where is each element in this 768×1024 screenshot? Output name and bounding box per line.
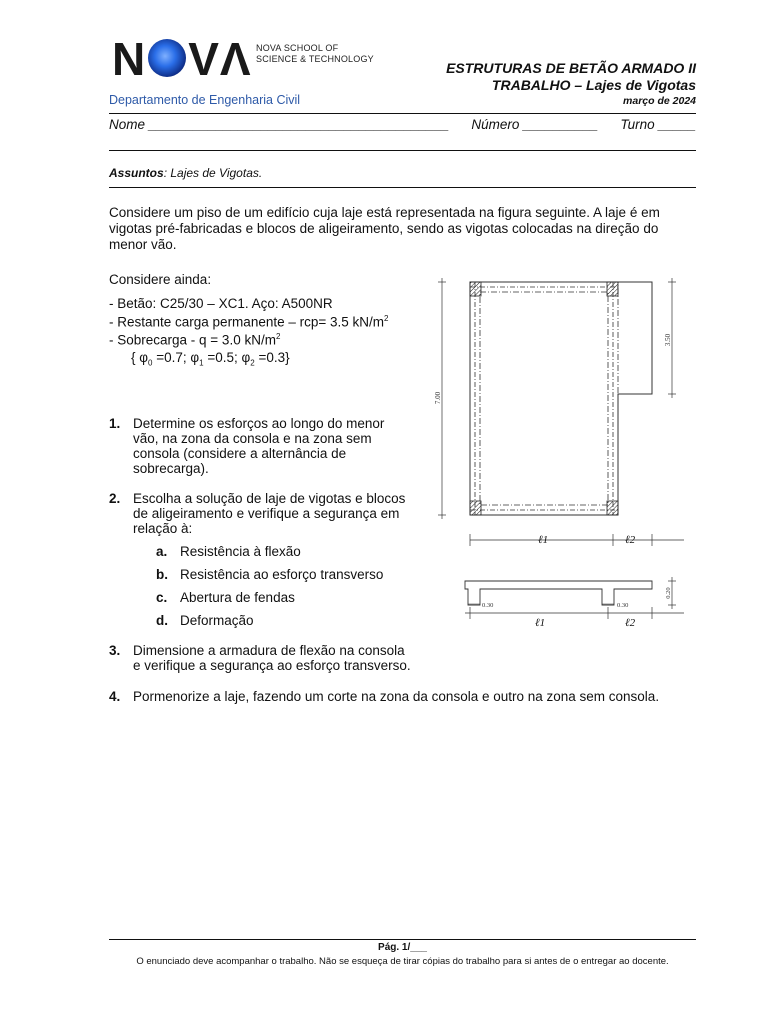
intro-line: Considere um piso de um edifício cuja laje está representada na figura seguinte. A laje é em (109, 205, 660, 220)
question-4 (109, 689, 709, 704)
question-3 (109, 643, 429, 673)
dim-cantilever-label: 3.50 (664, 333, 672, 347)
section-span-2-label: ℓ2 (625, 617, 636, 629)
school-line-1: NOVA SCHOOL OF (256, 43, 339, 53)
school-name (256, 43, 374, 65)
span-2-label: ℓ2 (625, 534, 636, 546)
footer-note: O enunciado deve acompanhar o trabalho. Não se esqueça de tirar cópias do trabalho para si antes de o entregar ao docente. (136, 956, 669, 967)
number-field[interactable]: Número __________ (471, 117, 599, 132)
section-depth-label: 0.20 (665, 587, 672, 599)
sub-item-letter: c. (156, 590, 168, 605)
sub-item-letter: b. (156, 567, 168, 582)
name-field[interactable]: Nome ________________________________________ (109, 117, 450, 132)
psi0-sub: 0 (148, 358, 153, 368)
question-line: Dimensione a armadura de flexão na consola (133, 643, 405, 658)
subject-line (109, 166, 262, 180)
columns (470, 282, 618, 515)
question-line: Pormenorize a laje, fazendo um corte na zona da consola e outro na zona sem consola. (133, 689, 660, 704)
span-1-label: ℓ1 (538, 534, 549, 546)
sub-item-a (156, 544, 301, 559)
psi-open: { φ (131, 350, 149, 365)
section-support-label-left: 0.30 (482, 602, 494, 609)
sub-item-label: Abertura de fendas (180, 590, 295, 605)
document-date: março de 2024 (623, 95, 696, 107)
shift-field[interactable]: Turno _____ (620, 117, 696, 132)
sub-item-label: Resistência ao esforço transverso (180, 567, 384, 582)
sub-item-letter: d. (156, 613, 168, 628)
department-name: Departamento de Engenharia Civil (109, 93, 301, 107)
question-line: Determine os esforços ao longo do menor (133, 416, 385, 431)
slab-figure (430, 268, 698, 633)
question-number: 3. (109, 643, 121, 658)
dead-load-exp: 2 (384, 314, 389, 323)
logo-letter-n: N (112, 33, 147, 85)
psi2-sub: 2 (250, 358, 255, 368)
psi0-value: =0.7; φ (152, 350, 200, 365)
psi1-value: =0.5; φ (203, 350, 251, 365)
course-title: ESTRUTURAS DE BETÃO ARMADO II (446, 60, 696, 76)
column-top-right (607, 282, 618, 296)
nova-logo (112, 33, 252, 85)
sub-item-d (156, 613, 254, 628)
footer-divider (109, 939, 696, 940)
sub-item-c (156, 590, 295, 605)
intro-paragraph (109, 205, 699, 253)
column-bottom-left (470, 501, 481, 515)
psi2-value: =0.3} (254, 350, 290, 365)
sub-item-label: Resistência à flexão (180, 544, 301, 559)
slab-outline (470, 282, 652, 515)
intro-line: menor vão. (109, 237, 177, 252)
beam-outline (470, 282, 618, 515)
subject-divider (109, 187, 696, 188)
question-line: sobrecarga). (133, 461, 209, 476)
column-bottom-right (607, 501, 618, 515)
subject-value: : Lajes de Vigotas. (163, 166, 263, 180)
live-load-exp: 2 (275, 332, 281, 341)
combination-factors (131, 350, 290, 368)
page-number: Pág. 1/___ (378, 942, 427, 953)
question-line: vão, na zona da consola e na zona sem (133, 431, 372, 446)
considere-heading: Considere ainda: (109, 272, 212, 287)
school-line-2: SCIENCE & TECHNOLOGY (256, 54, 374, 64)
section-span-1-label: ℓ1 (535, 617, 546, 629)
live-load-text: - Sobrecarga - q = 3.0 kN/m (109, 332, 276, 348)
question-line: consola (considere a alternância de (133, 446, 347, 461)
sub-item-b (156, 567, 383, 582)
concrete-spec: - Betão: C25/30 – XC1. Aço: A500NR (109, 296, 333, 311)
student-info-row (109, 117, 696, 132)
question-number: 4. (109, 689, 121, 704)
question-line: de aligeiramento e verifique a segurança em (133, 506, 400, 521)
section-support-label-right: 0.30 (617, 602, 629, 609)
logo-letters-va: VΛ (188, 33, 252, 85)
sub-item-letter: a. (156, 544, 168, 559)
subject-label: Assuntos (109, 166, 164, 180)
question-number: 1. (109, 416, 121, 431)
question-line: Escolha a solução de laje de vigotas e blocos (133, 491, 406, 506)
header-divider (109, 113, 696, 114)
sub-item-label: Deformação (180, 613, 254, 628)
slab-cross-section (465, 577, 684, 619)
student-row-divider (109, 150, 696, 151)
slab-plan (470, 282, 652, 515)
dim-length-label: 7.00 (434, 391, 442, 405)
question-line: relação à: (133, 521, 193, 536)
psi1-sub: 1 (199, 358, 204, 368)
dead-load-spec (109, 314, 388, 330)
beam-inner-line (480, 292, 608, 505)
intro-line: vigotas pré-fabricadas e blocos de aligeiramento, sendo as vigotas colocadas na direção do (109, 221, 659, 236)
column-top-left (470, 282, 481, 296)
question-2 (109, 491, 429, 536)
question-number: 2. (109, 491, 121, 506)
dead-load-text: - Restante carga permanente – rcp= 3.5 kN/m (109, 314, 385, 330)
live-load-spec (109, 332, 280, 348)
question-1 (109, 416, 429, 476)
logo-globe-icon (148, 39, 186, 77)
work-title: TRABALHO – Lajes de Vigotas (491, 77, 696, 93)
question-line: e verifique a segurança ao esforço transverso. (133, 658, 411, 673)
